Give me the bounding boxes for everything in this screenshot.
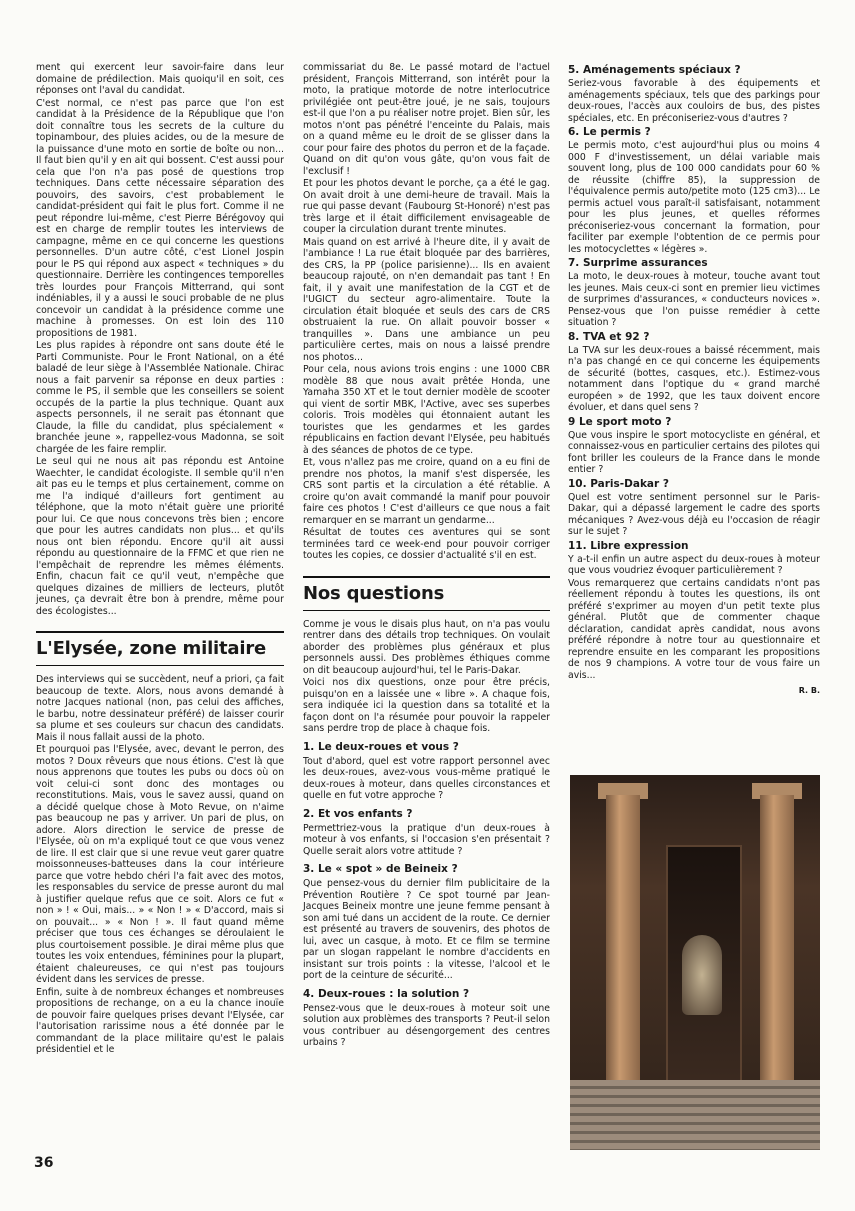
question-list-part1 (303, 741, 550, 1049)
paragraph: ment qui exercent leur savoir-faire dans leur domaine de prédilection. Mais quoiqu'il en soit, ces réponses ont l'aval du candidat. (36, 62, 284, 96)
paragraph: Et pour les photos devant le porche, ça a été le gag. On avait droit à une demi-heure de travail. Mais la rue qui passe devant (Faubourg St-Honoré) n'est pas très large et il était difficilement envisageable de couper la circulation durant trente minutes. (303, 178, 550, 235)
elysee-photo (570, 775, 820, 1150)
paragraph: Résultat de toutes ces aventures qui se sont terminées tard ce week-end pour pouvoir corriger toutes les copies, ce dossier d'actualité s'il en est. (303, 527, 550, 561)
section-heading-questions: Nos questions (303, 576, 550, 611)
question-title: 2. Et vos enfants ? (303, 807, 413, 820)
question-text: Pensez-vous que le deux-roues à moteur soit une solution aux problèmes des transports ? Peut-il selon vous contribuer au désengorgement des centres urbains ? (303, 1002, 550, 1048)
question-text: Y a-t-il enfin un autre aspect du deux-roues à moteur que vous voudriez évoquer particulièrement ? (568, 553, 820, 576)
palace-steps (570, 1080, 820, 1150)
column-pillar (606, 795, 640, 1090)
elysee-text-continued (303, 62, 550, 562)
paragraph: Mais quand on est arrivé à l'heure dite, il y avait de l'ambiance ! La rue était bloquée par des barrières, des CRS, la PP (police parisienne)... Ils en avaient beaucoup rajouté, on n'en demandait pas tant ! En fait, il y avait une manifestation de la CGT et de l'UGICT du secteur agro-alimentaire. Toute la circulation était bloquée et seuls des cars de CRS obstruaient la rue. On allait pouvoir bosser « tranquilles ». Dans une ambiance un peu particulière certes, mais on nous a laissé prendre nos photos... (303, 236, 550, 363)
question-text: Le permis moto, c'est aujourd'hui plus ou moins 4 000 F d'investissement, un délai variable mais souvent long, plus de 100 000 candidats pour 60 % de réussite (chiffre 85), la suppression de l'équivalence permis auto/petite moto (125 cm3)... Le permis actuel vous paraît-il satisfaisant, notamment pour les plus jeunes, et quelles réformes préconiseriez-vous concernant la formation, pour faciliter par exemple l'obtention de ce permis pour les motocyclettes « légères ». (568, 140, 820, 255)
author-signature: R. B. (798, 686, 820, 695)
question-title: 11. Libre expression (568, 539, 689, 552)
question-text: Seriez-vous favorable à des équipements et aménagements spéciaux, tels que des parkings pour deux-roues, l'accès aux couloirs de bus, des pistes spéciales, etc. En préconiseriez-vous d'autres ? (568, 78, 820, 124)
paragraph: commissariat du 8e. Le passé motard de l'actuel président, François Mitterrand, son intérêt pour la moto, la pratique motorde de notre interlocutrice privilégiée ont peut-être joué, je ne sais, toujours est-il que l'on a pu réaliser notre projet. Bien sûr, les motos n'ont pas pénétré l'enceinte du Palais, mais on a quand même eu le droit de se glisser dans la cour pour faire des photos du perron et de la façade. Quand on dit qu'on vous gâte, qu'on vous fait de l'exclusif ! (303, 62, 550, 177)
paragraph: Voici nos dix questions, onze pour être précis, puisqu'on en a laissée une « libre ». A chaque fois, sera indiquée ici la question dans sa totalité et la façon dont on l'a résumée pour pouvoir la rappeler sans perdre trop de place à chaque fois. (303, 677, 550, 734)
elysee-text (36, 674, 284, 1056)
paragraph: Et pourquoi pas l'Elysée, avec, devant le perron, des motos ? Doux rêveurs que nous étions. C'est là que nous apprenons que toutes les pubs ou docs où on voit celui-ci sont donc des montages ou reconstitutions. Mais, vous le savez aussi, quand on a décidé quelque chose à Moto Revue, on n'aime pas beaucoup ne pas y arriver. Un pari de plus, on adore. Alors direction le service de presse de l'Elysée, où on m'a expliqué tout ce que vous venez de lire. Il est clair que si une revue veut garer quatre moissonneuses-batteuses dans la cour intérieure parce que votre hebdo chéri l'a fait avec des motos, les responsables du service de presse auront du mal à justifier quelque refus que ce soit. Alors ce fut « non » ! « Oui, mais... » « Non ! » « D'accord, mais si on pouvait... » « Non ! ». Il faut quand même préciser que tous ces échanges se déroulaient le plus courtoisement possible. Je dirai même plus que toutes les voix entendues, féminines pour la plupart, étaient chaleureuses, ce qui n'est pas toujours évident dans les services de presse. (36, 744, 284, 985)
paragraph: Enfin, suite à de nombreux échanges et nombreuses propositions de rechange, on a eu la chance inouïe de pouvoir faire quelques prises devant l'Elysée, car l'autorisation rarissime nous a été donnée par le commandant de la place militaire qu'est le palais présidentiel et le (36, 986, 284, 1055)
question-title: 6. Le permis ? (568, 126, 651, 138)
column-middle (303, 62, 550, 1050)
question-text: Quel est votre sentiment personnel sur le Paris-Dakar, qui a dépassé largement le cadre des sports mécaniques ? Avez-vous déjà eu l'occasion de réagir sur le sujet ? (568, 491, 820, 537)
lantern (682, 935, 722, 1015)
section-heading-elysee: L'Elysée, zone militaire (36, 631, 284, 666)
question-text: La moto, le deux-roues à moteur, touche avant tout les jeunes. Mais ceux-ci sont en premier lieu victimes de surprimes d'assurances, « conducteurs novices ». Pensez-vous que l'on puisse remédier à cette situation ? (568, 271, 820, 328)
question-title: 7. Surprime assurances (568, 257, 708, 269)
closing-paragraph: Vous remarquerez que certains candidats n'ont pas réellement répondu à toutes les questions, ils ont préféré s'exprimer au moyen d'un petit texte plus général. Plutôt que de commenter chaque déclaration, candidat après candidat, nous avons préféré répondre à notre tour au questionnaire et reprendre ensuite en les comparant les propositions de nos 9 champions. A votre tour de vous faire un avis... (568, 577, 820, 681)
paragraph: C'est normal, ce n'est pas parce que l'on est candidat à la Présidence de la République que l'on doit connaître tous les secrets de la culture du topinambour, des pluies acides, ou de la mesure de la puissance d'une moto en sortie de boîte ou non... Il faut bien qu'il y en ait qui bossent. C'est aussi pour cela que l'on n'a pas posé de questions trop techniques. Dans cette nécessaire séparation des pouvoirs, des savoirs, c'est probablement le candidat-président qui fait le plus fort. Comme il ne peut répondre lui-même, c'est Pierre Bérégovoy qui est en charge de remplir toutes les interviews de campagne, même en ce qui concerne les questions personnelles. D'un autre côté, c'est Lionel Jospin pour le PS qui répond aux aspect « techniques » du questionnaire. Derrière les contingences temporelles très lourdes pour François Mitterrand, qui sont indéniables, il y a aussi le souci probable de ne plus concevoir un candidat à la présidence comme une machine à promesses. On est loin des 110 propositions de 1981. (36, 97, 284, 339)
column-right (568, 62, 820, 697)
question-title: 9 Le sport moto ? (568, 415, 672, 428)
intro-text (36, 62, 284, 617)
question-title: 8. TVA et 92 ? (568, 330, 650, 343)
paragraph: Pour cela, nous avions trois engins : une 1000 CBR modèle 88 que nous avait prêtée Honda, une Yamaha 350 XT et le tout dernier modèle de scooter qui vient de sortir MBK, l'Active, avec ses superbes coloris. Trois modèles qui étonnaient autant les touristes que les gendarmes et les gardes républicains en faction devant l'Elysée, peu habitués à des séances de photos de ce type. (303, 364, 550, 456)
question-title: 1. Le deux-roues et vous ? (303, 740, 459, 753)
question-text: Tout d'abord, quel est votre rapport personnel avec les deux-roues, avez-vous vous-même pratiqué le deux-roues à moteur, dans quelles circonstances et quelle en fut votre approche ? (303, 755, 550, 801)
question-title: 3. Le « spot » de Beineix ? (303, 863, 458, 875)
question-text: La TVA sur les deux-roues a baissé récemment, mais n'a pas changé en ce qui concerne les équipements de sécurité (bottes, casques, etc.). Estimez-vous notamment dans l'optique du « grand marché européen » de 1992, que les taux doivent encore évoluer, et dans quel sens ? (568, 344, 820, 413)
question-text: Que pensez-vous du dernier film publicitaire de la Prévention Routière ? Ce spot tourné par Jean-Jacques Beineix montre une jeune femme pensant à son ami tué dans un accident de la route. Ce dernier est présenté au travers de souvenirs, des photos de lui, avec un casque, à moto. Et ce film se termine par un slogan rappelant le nombre d'accidents en insistant sur trois points : la vitesse, l'alcool et le port de la ceinture de sécurité... (303, 878, 550, 981)
question-text: Que vous inspire le sport motocycliste en général, et connaissez-vous en particulier certains des pilotes qui font briller les couleurs de la France dans le monde entier ? (568, 429, 821, 475)
question-title: 5. Aménagements spéciaux ? (568, 64, 741, 76)
column-pillar (760, 795, 794, 1090)
question-text: Permettriez-vous la pratique d'un deux-roues à moteur à vos enfants, si l'occasion s'en présentait ? Quelle serait alors votre attitude ? (303, 822, 550, 857)
column-left (36, 62, 284, 1057)
paragraph: Et, vous n'allez pas me croire, quand on a eu fini de prendre nos photos, la manif s'est dispersée, les CRS sont partis et la circulation a été rétablie. A croire qu'on avait commandé la manif pour pouvoir faire ces photos ! C'est d'ailleurs ce que nous a fait remarquer en se marrant un gendarme... (303, 457, 550, 526)
paragraph: Le seul qui ne nous ait pas répondu est Antoine Waechter, le candidat écologiste. Il semble qu'il n'en ait pas eu le temps et plus certainement, comme on me l'a indiqué d'ailleurs fort gentiment au téléphone, que la moto n'était guère une priorité pour lui. Ce que nous concevons très bien ; encore que pour les autres candidats non plus... et qu'ils nous ont bien répondu. Encore qu'il ait aussi répondu au questionnaire de la FFMC et que rien ne l'empêchait de reprendre les mêmes éléments. Enfin, chacun fait ce qu'il veut, n'empêche que quelques dizaines de milliers de lecteurs, plutôt jeunes, ça devrait être bon à prendre, même pour des écologistes... (36, 456, 284, 617)
page-number: 36 (34, 1155, 54, 1171)
questions-intro (303, 619, 550, 735)
question-list-part2 (568, 64, 820, 577)
question-title: 4. Deux-roues : la solution ? (303, 987, 470, 1000)
question-title: 10. Paris-Dakar ? (568, 477, 669, 490)
paragraph: Des interviews qui se succèdent, neuf a priori, ça fait beaucoup de texte. Alors, nous avons demandé à notre Jacques national (non, pas celui des affiches, le barbu, notre dessinateur préféré) de laisser courir sa plume et ses couleurs sur chacun des candidats. Mais il nous fallait aussi de la photo. (36, 674, 284, 743)
paragraph: Comme je vous le disais plus haut, on n'a pas voulu rentrer dans des détails trop techniques. On voulait aborder des problèmes plus généraux et plus personnels aussi. Des problèmes éthiques comme on dit beaucoup aujourd'hui, tel le Paris-Dakar. (303, 618, 550, 676)
paragraph: Les plus rapides à répondre ont sans doute été le Parti Communiste. Pour le Front National, on a été baladé de leur siège à l'Assemblée Nationale. Chirac nous a fait parvenir sa réponse en deux parties : comme le PS, il semble que les conseillers se soient occupés de la partie la plus technique. Quant aux aspects personnels, il ne serait pas étonnant que Claude, la fille du candidat, plus spécialement « branchée jeune », rappellez-vous Madonna, se soit chargée de les faire remplir. (36, 340, 284, 455)
